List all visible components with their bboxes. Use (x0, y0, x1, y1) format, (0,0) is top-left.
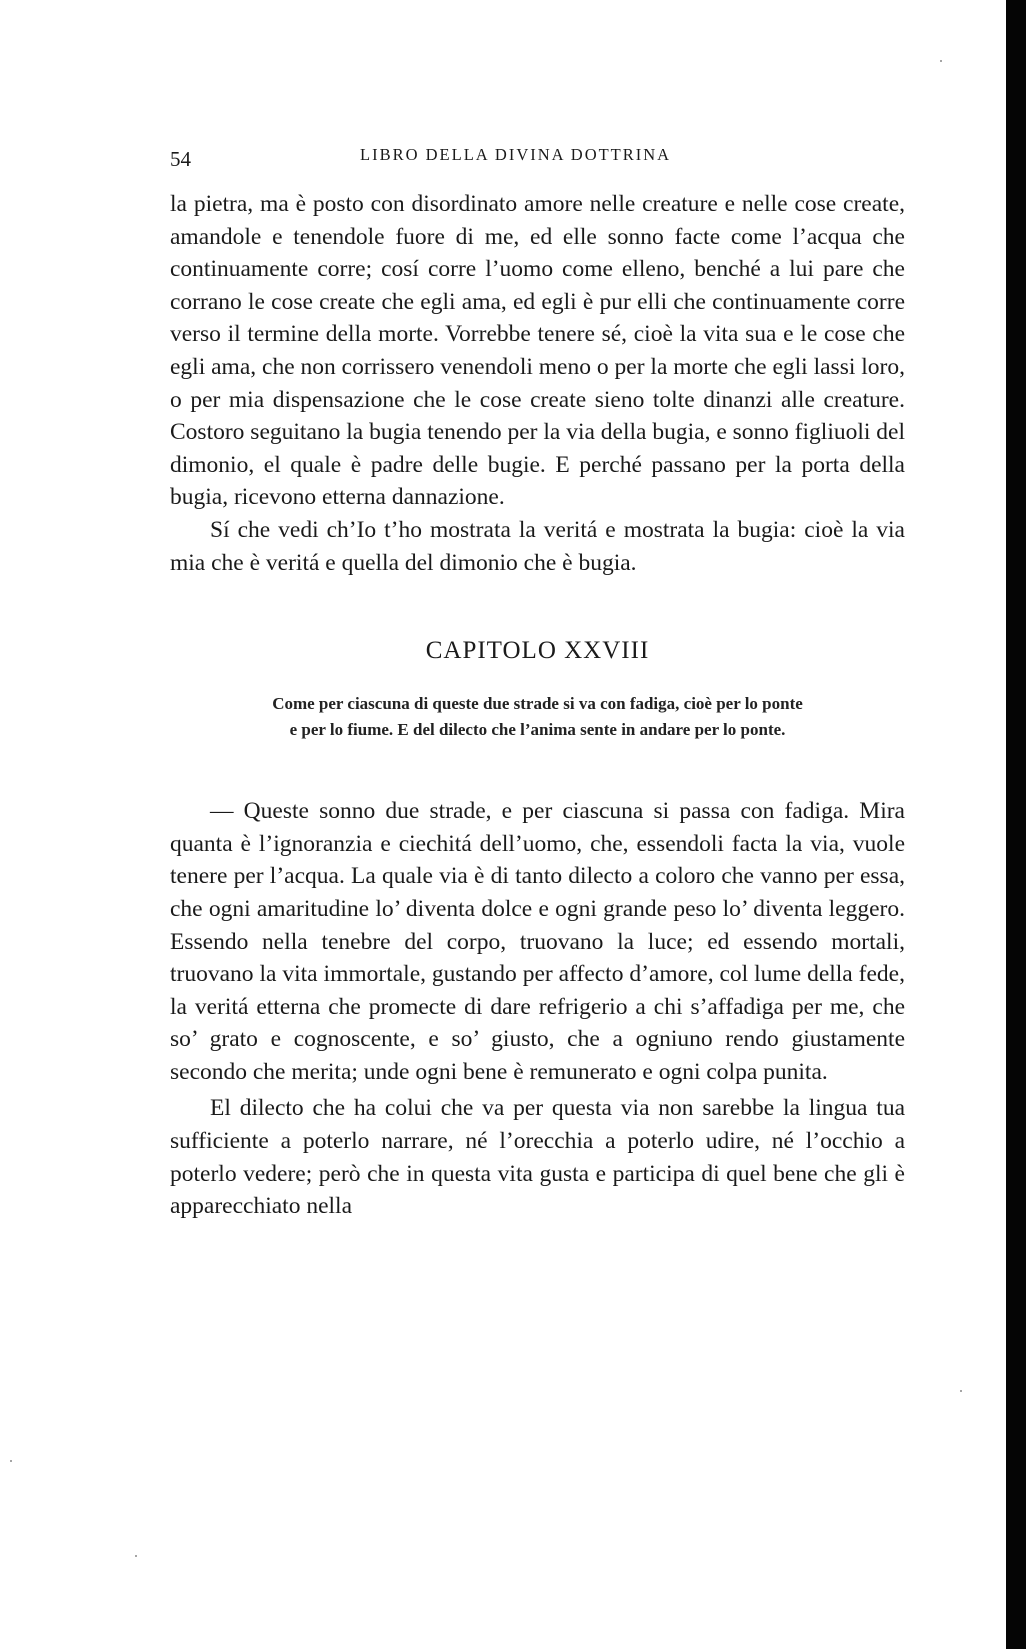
chapter-paragraph-2: El dilecto che ha colui che va per questa via non sarebbe la lingua tua sufficiente a poterlo narrare, né l’orecchia a poterlo udire, né l’occhio a poterlo vedere; però che in questa vita gusta e participa di quel bene che gli è apparecchiato nella (170, 1095, 905, 1220)
page-header (170, 140, 905, 180)
scan-dark-edge (1006, 0, 1026, 1649)
running-title: LIBRO DELLA DIVINA DOTTRINA (360, 145, 672, 164)
chapter-paragraph-1: — Queste sonno due strade, e per ciascuna si passa con fadiga. Mira quanta è l’ignoranzia e ciechitá dell’uomo, che, essendoli facta la via, vuole tenere per l’acqua. La quale via è di tanto dilecto a coloro che vanno per essa, che ogni amaritudine lo’ diventa dolce e ogni grande peso lo’ diventa leggero. Essendo nella tenebre del corpo, truovano la luce; ed essendo mortali, truovano la vita immortale, gustando per affecto d’amore, col lume della fede, la veritá etterna che promecte di dare refrigerio a chi s’affadiga per me, che so’ grato e cognoscente, e so’ giusto, che a ogniuno rendo giustamente secondo che merita; unde ogni bene è remunerato e ogni colpa punita. (170, 798, 905, 1085)
chapter-summary (178, 691, 898, 743)
page-number: 54 (170, 147, 191, 171)
body-paragraph-1: la pietra, ma è posto con disordinato amore nelle creature e nelle cose create, amandole e tenendole fuore di me, ed elle sonno facte come l’acqua che continuamente corre; cosí corre l’uomo come elleno, benché a lui pare che corrano le cose create che egli ama, ed egli è pur elli che continuamente corre verso il termine della morte. Vorrebbe tenere sé, cioè la vita sua e le cose che egli ama, che non corrissero venendoli meno o per la morte che egli lassi loro, o per mia dispensazione che le cose create sieno tolte dinanzi alle creature. Costoro seguitano la bugia tenendo per la via della bugia, e sonno figliuoli del dimonio, el quale è padre delle bugie. E perché passano per la porta della bugia, ricevono etterna dannazione. (170, 191, 905, 511)
book-page (170, 140, 905, 1223)
scan-speck (940, 60, 942, 62)
chapter-summary-line-1: Come per ciascuna di queste due strade si va con fadiga, cioè per lo ponte (272, 694, 803, 714)
chapter-heading: CAPITOLO XXVIII (425, 637, 650, 665)
scan-speck (135, 1555, 137, 1557)
chapter-body (170, 795, 905, 1223)
scan-speck (960, 1390, 962, 1392)
body-paragraph-2: Sí che vedi ch’Io t’ho mostrata la veritá e mostrata la bugia: cioè la via mia che è veritá e quella del dimonio che è bugia. (170, 516, 905, 576)
scan-speck (10, 1460, 12, 1462)
chapter-summary-line-2: e per lo fiume. E del dilecto che l’anima sente in andare per lo ponte. (289, 720, 786, 740)
